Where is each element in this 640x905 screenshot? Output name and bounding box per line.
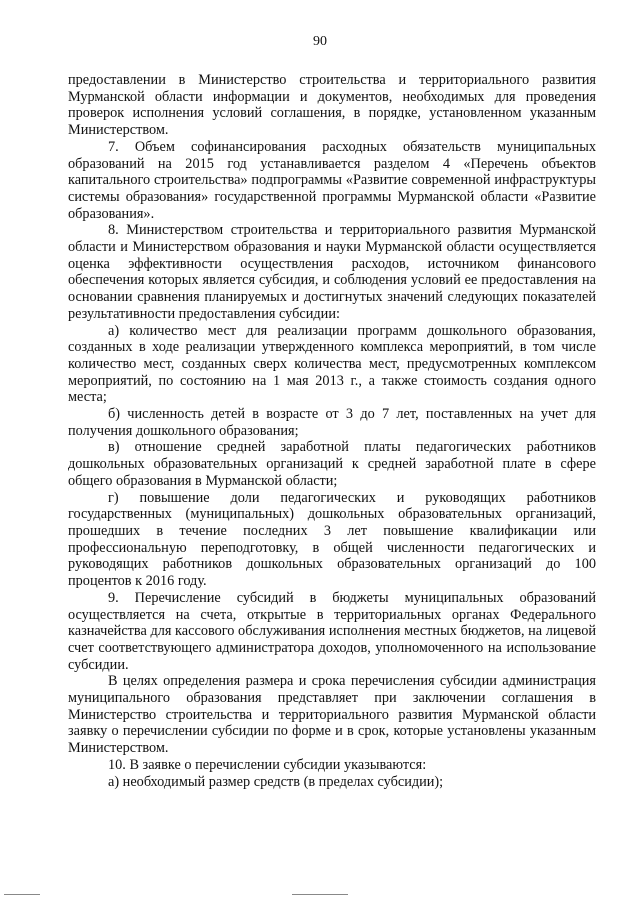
page-number: 90: [313, 34, 327, 49]
subitem-g: г) повышение доли педагогических и руководящих работников государственных (муниципальных) дошкольных образовательных организаций, прошедших в течение последних 3 лет повышение квалификации или профессиональную переподготовку, в общей численности педагогических и руководящих работников дошкольных образовательных организаций до 100 процентов к 2016 году.: [68, 489, 596, 590]
paragraph-continuation: предоставлении в Министерство строительства и территориального развития Мурманской области информации и документов, необходимых для проведения проверок исполнения условий соглашения, в порядке, установленном указанным Министерством.: [68, 72, 596, 139]
paragraph-item-7: 7. Объем софинансирования расходных обязательств муниципальных образований на 2015 год устанавливается разделом 4 «Перечень объектов капитального строительства» подпрограммы «Развитие современной инфраструктуры системы образования» государственной программы Мурманской области «Развитие образования».: [68, 138, 596, 222]
paragraph-application: В целях определения размера и срока перечисления субсидии администрация муниципального образования представляет при заключении соглашения в Министерство строительства и территориального развития Мурманской области заявку о перечислении субсидии по форме и в срок, которые установлены указанным Министерством.: [68, 673, 596, 757]
paragraph-item-8: 8. Министерством строительства и территориального развития Мурманской области и Министерством образования и науки Мурманской области осуществляется оценка эффективности осуществления расходов, источником финансового обеспечения которых является субсидия, и соблюдения условий ее предоставления на основании сравнения планируемых и достигнутых значений следующих показателей результативности предоставления субсидии:: [68, 222, 596, 322]
footer-divider-center: [292, 894, 348, 895]
footer-divider-left: [4, 894, 40, 895]
subitem-v: в) отношение средней заработной платы педагогических работников дошкольных образовательных организаций к средней заработной плате в сфере общего образования в Мурманской области;: [68, 439, 596, 489]
subitem-a: а) количество мест для реализации программ дошкольного образования, созданных в ходе реализации утвержденного комплекса мероприятий, в том числе количество мест, созданных сверх количества мест, предусмотренных комплексом мероприятий, по состоянию на 1 мая 2013 г., а также стоимость создания одного места;: [68, 322, 596, 406]
subitem-b: б) численность детей в возрасте от 3 до 7 лет, поставленных на учет для получения дошкольного образования;: [68, 406, 596, 439]
subitem-10a: а) необходимый размер средств (в пределах субсидии);: [108, 773, 444, 790]
document-body: [68, 72, 596, 790]
paragraph-item-9: 9. Перечисление субсидий в бюджеты муниципальных образований осуществляется на счета, открытые в территориальных органах Федерального казначейства для кассового обслуживания исполнения местных бюджетов, на лицевой счет соответствующего администратора доходов, уполномоченного на использование субсидии.: [68, 589, 596, 673]
paragraph-item-10: 10. В заявке о перечислении субсидии указываются:: [108, 756, 427, 773]
